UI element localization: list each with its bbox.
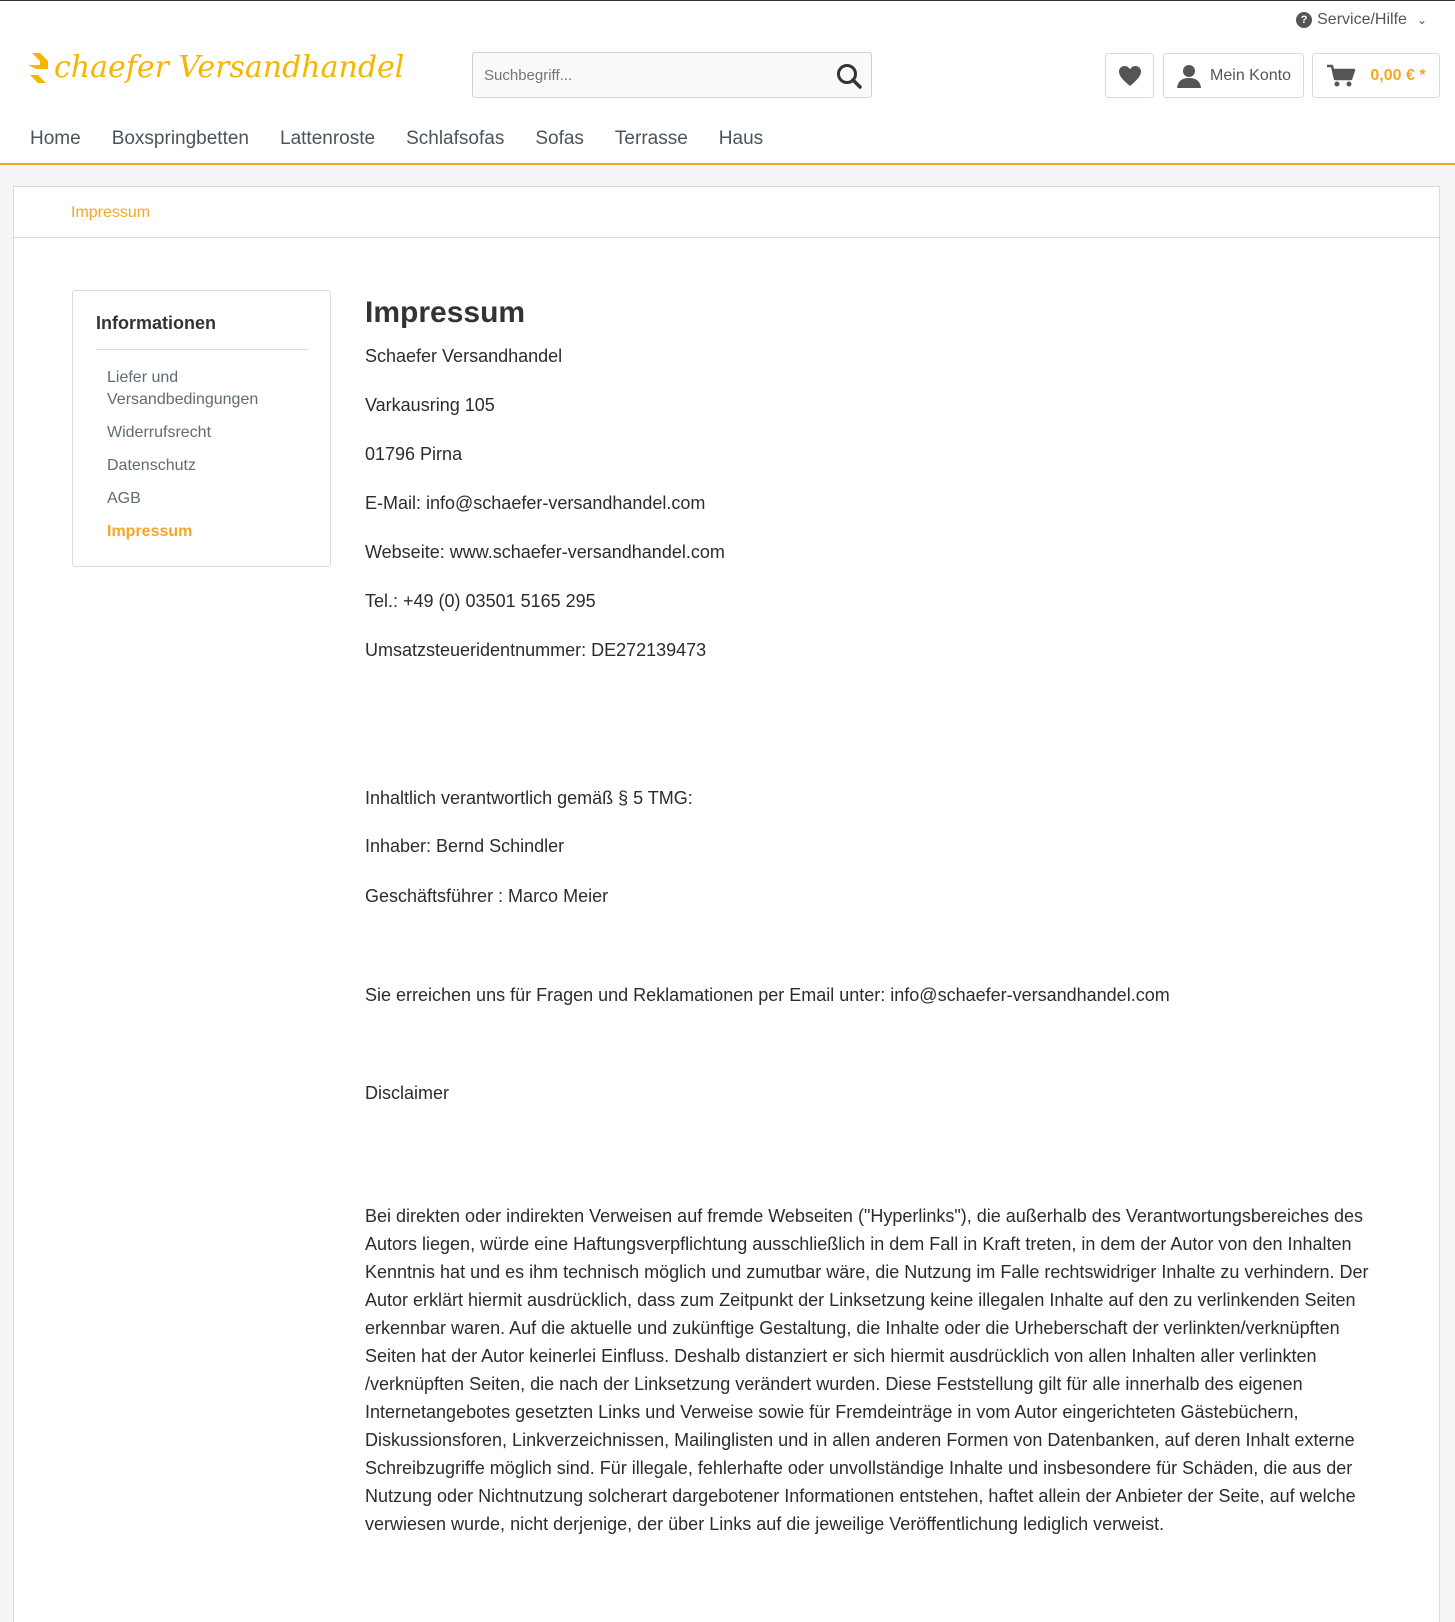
user-icon xyxy=(1176,64,1202,88)
website-line: Webseite: www.schaefer-versandhandel.com xyxy=(365,542,725,562)
site-logo[interactable] xyxy=(26,50,404,85)
info-sidebar xyxy=(72,290,331,567)
nav-item-haus[interactable]: Haus xyxy=(718,128,764,149)
contact-line: Sie erreichen uns für Fragen und Reklamationen per Email unter: info@schaefer-versandhandel.com xyxy=(365,985,1170,1005)
company-name: Schaefer Versandhandel xyxy=(365,346,563,366)
sidebar-item-impressum[interactable]: Impressum xyxy=(107,523,193,540)
owner-line: Inhaber: Bernd Schindler xyxy=(365,836,565,856)
content-panel xyxy=(13,186,1440,1622)
cart-button[interactable] xyxy=(1312,53,1440,98)
disclaimer-text: Bei direkten oder indirekten Verweisen auf fremde Webseiten ("Hyperlinks"), die außerhalb des Verantwortungsbereiches des Autors liegen, würde eine Haftungsverpflichtung ausschließlich in dem Fall in Kraft treten, in dem der Autor von den Inhalten Kenntnis hat und es ihm technisch möglich und zumutbar wäre, die Nutzung im Falle rechtswidriger Inhalte zu verhindern. Der Autor erklärt hiermit ausdrücklich, dass zum Zeitpunkt der Linksetzung keine illegalen Inhalte auf den zu verlinkenden Seiten erkennbar waren. Auf die aktuelle und zukünftige Gestaltung, die Inhalte oder die Urheberschaft der verlinkten/verknüpften Seiten hat der Autor keinerlei Einfluss. Deshalb distanziert er sich hiermit ausdrücklich von allen Inhalten aller verlinkten /verknüpften Seiten, die nach der Linksetzung verändert wurden. Diese Feststellung gilt für alle innerhalb des eigenen Internetangebotes gesetzten Links und Verweise sowie für Fremdeinträge in vom Autor eingerichteten Gästebüchern, Diskussionsforen, Linkverzeichnissen, Mailinglisten und in allen anderen Formen von Datenbanken, auf deren Inhalt externe Schreibzugriffe möglich sind. Für illegale, fehlerhafte oder unvollständige Inhalte und insbesondere für Schäden, die aus der Nutzung oder Nichtnutzung solcherart dargebotener Informationen entstehen, haftet allein der Anbieter der Seite, auf welche verwiesen wurde, nicht derjenige, der über Links auf die jeweilige Veröffentlichung lediglich verweist. xyxy=(365,1206,1369,1534)
impressum-content xyxy=(365,295,1405,1534)
search-input[interactable] xyxy=(473,53,871,97)
account-button[interactable] xyxy=(1163,53,1304,98)
breadcrumb-item-impressum[interactable]: Impressum xyxy=(71,204,151,221)
nav-item-schlafsofas[interactable]: Schlafsofas xyxy=(406,128,505,149)
nav-item-home[interactable]: Home xyxy=(30,128,81,149)
sidebar-item-liefer-versandbedingungen[interactable]: Liefer und Versandbedingungen xyxy=(107,369,259,408)
site-header xyxy=(0,1,1455,165)
street-address: Varkausring 105 xyxy=(365,395,495,415)
sidebar-item-widerrufsrecht[interactable]: Widerrufsrecht xyxy=(107,424,212,441)
vat-line: Umsatzsteueridentnummer: DE272139473 xyxy=(365,640,707,660)
sidebar-item-datenschutz[interactable]: Datenschutz xyxy=(107,457,196,474)
page-title: Impressum xyxy=(365,296,526,329)
main-navigation xyxy=(30,128,763,150)
logo-text: chaefer Versandhandel xyxy=(54,50,405,85)
sidebar-list xyxy=(107,367,322,554)
disclaimer-title: Disclaimer xyxy=(365,1083,450,1103)
sidebar-title: Informationen xyxy=(96,313,216,333)
search-icon[interactable] xyxy=(835,62,863,90)
ceo-line: Geschäftsführer : Marco Meier xyxy=(365,886,609,906)
service-help-label: Service/Hilfe xyxy=(1317,11,1407,28)
heart-icon xyxy=(1118,65,1142,87)
sidebar-item-agb[interactable]: AGB xyxy=(107,490,141,507)
nav-item-lattenroste[interactable]: Lattenroste xyxy=(280,128,376,149)
help-icon: ? xyxy=(1296,12,1312,28)
breadcrumb xyxy=(14,187,1439,238)
logo-s-icon xyxy=(26,51,52,85)
email-line: E-Mail: info@schaefer-versandhandel.com xyxy=(365,493,706,513)
nav-item-boxspringbetten[interactable]: Boxspringbetten xyxy=(111,128,250,149)
service-help-menu[interactable] xyxy=(1296,11,1427,29)
cart-price: 0,00 € * xyxy=(1370,66,1426,84)
wishlist-button[interactable] xyxy=(1105,53,1154,98)
search-box xyxy=(472,52,872,98)
city-address: 01796 Pirna xyxy=(365,444,463,464)
account-label: Mein Konto xyxy=(1210,66,1291,84)
nav-item-terrasse[interactable]: Terrasse xyxy=(614,128,688,149)
cart-icon xyxy=(1326,64,1356,88)
responsible-line: Inhaltlich verantwortlich gemäß § 5 TMG: xyxy=(365,788,693,808)
phone-line: Tel.: +49 (0) 03501 5165 295 xyxy=(365,591,596,611)
chevron-down-icon: ⌄ xyxy=(1416,13,1427,27)
nav-item-sofas[interactable]: Sofas xyxy=(535,128,584,149)
sidebar-divider xyxy=(96,349,308,350)
